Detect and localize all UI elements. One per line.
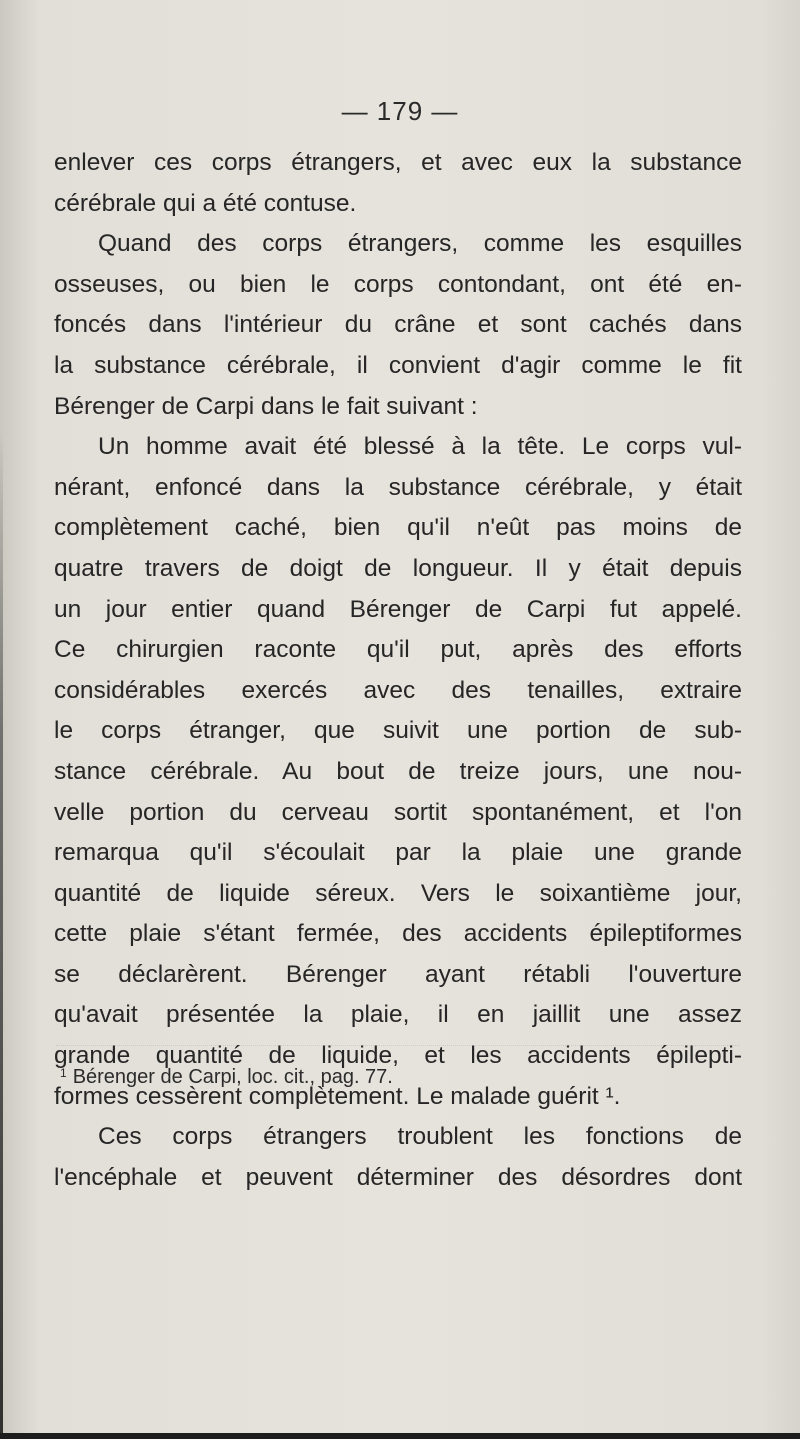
text-line: Ce chirurgien raconte qu'il put, après des efforts [54, 636, 742, 664]
text-line: complètement caché, bien qu'il n'eût pas moins de [54, 514, 742, 542]
footnote [60, 1066, 393, 1089]
body-text [54, 143, 742, 1198]
text-line: cette plaie s'étant fermée, des accidents épileptiformes [54, 920, 742, 948]
text-line: stance cérébrale. Au bout de treize jours, une nou- [54, 757, 742, 785]
text-line: Bérenger de Carpi dans le fait suivant : [54, 392, 478, 420]
page-number: — 179 — [341, 96, 459, 126]
text-line: osseuses, ou bien le corps contondant, ont été en- [54, 270, 742, 298]
text-line: se déclarèrent. Bérenger ayant rétabli l'ouverture [54, 960, 742, 988]
text-line: formes cessèrent complètement. Le malade guérit ¹. [54, 1082, 621, 1110]
text-line: cérébrale qui a été contuse. [54, 189, 357, 217]
text-line: un jour entier quand Bérenger de Carpi fut appelé. [54, 595, 742, 623]
text-line: nérant, enfoncé dans la substance cérébrale, y était [54, 473, 742, 501]
text-line: considérables exercés avec des tenailles, extraire [54, 676, 742, 704]
text-line: Ces corps étrangers troublent les fonctions de [98, 1123, 742, 1151]
text-line: qu'avait présentée la plaie, il en jaillit une assez [54, 1001, 742, 1029]
text-line: quantité de liquide séreux. Vers le soixantième jour, [54, 879, 742, 907]
text-line: quatre travers de doigt de longueur. Il y était depuis [54, 554, 742, 582]
text-line: velle portion du cerveau sortit spontanément, et l'on [54, 798, 742, 826]
text-line: l'encéphale et peuvent déterminer des désordres dont [54, 1163, 742, 1191]
footnote-marker: 1 [60, 1066, 67, 1080]
bleed-through [56, 1045, 740, 1066]
page-edge-shadow [0, 430, 3, 1439]
text-line: Quand des corps étrangers, comme les esquilles [98, 230, 742, 258]
text-line: enlever ces corps étrangers, et avec eux la substance [54, 149, 742, 176]
page-bottom-edge [0, 1433, 800, 1439]
text-line: remarqua qu'il s'écoulait par la plaie une grande [54, 839, 742, 867]
text-line: foncés dans l'intérieur du crâne et sont cachés dans [54, 311, 742, 339]
text-line: le corps étranger, que suivit une portion de sub- [54, 717, 742, 745]
text-line: grande quantité de liquide, et les accidents épilepti- [54, 1042, 742, 1070]
text-line: la substance cérébrale, il convient d'agir comme le fit [54, 351, 742, 379]
text-line: Un homme avait été blessé à la tête. Le corps vul- [98, 433, 742, 461]
footnote-text: Bérenger de Carpi, loc. cit., pag. 77. [72, 1066, 393, 1088]
